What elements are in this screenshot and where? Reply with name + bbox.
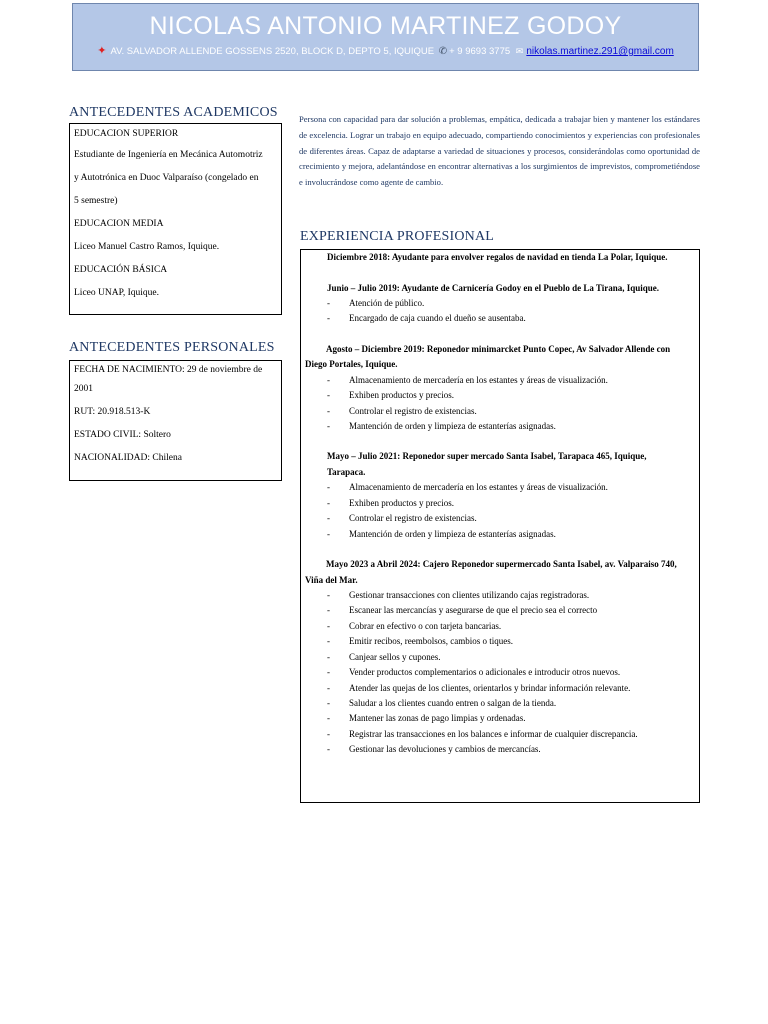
list-item: - Emitir recibos, reembolsos, cambios o tiques. [301,634,699,649]
superior-line-1: Estudiante de Ingeniería en Mecánica Automotriz [74,150,263,160]
list-item: - Exhiben productos y precios. [301,496,699,511]
mail-icon: ✉ [515,46,524,56]
list-item: - Controlar el registro de existencias. [301,404,699,419]
experience-section-title: EXPERIENCIA PROFESIONAL [300,229,495,244]
list-item: - Mantención de orden y limpieza de estanterías asignadas. [301,419,699,434]
job-entry [301,342,699,435]
superior-line-3: 5 semestre) [74,196,118,206]
nationality-value: Chilena [152,453,182,463]
job-title: Agosto – Diciembre 2019: Reponedor minimarcket Punto Copec, Av Salvador Allende con Diego Portales, Iquique. [305,343,671,370]
address-text: AV. SALVADOR ALLENDE GOSSENS 2520, BLOCK D, DEPTO 5, IQUIQUE [110,46,435,57]
job-entry [301,250,699,266]
basica-text: Liceo UNAP, Iquique. [74,288,159,298]
list-item: - Controlar el registro de existencias. [301,511,699,526]
list-item: - Mantener las zonas de pago limpias y ordenadas. [301,711,699,726]
academic-section-title: ANTECEDENTES ACADEMICOS [69,105,278,120]
list-item: - Atención de público. [301,296,699,311]
civil-value: Soltero [143,430,171,440]
contact-line [73,44,698,57]
personal-section-title: ANTECEDENTES PERSONALES [69,340,275,355]
job-bullets [301,373,699,435]
profile-summary: Persona con capacidad para dar solución a problemas, empática, dedicada a trabajar bien y mantener los estándares de excelencia. Lograr un trabajo en equipo adecuado, compartiendo conocimientos y experiencias con profesionales de diferentes áreas. Capaz de adaptarse a variedad de situaciones y procesos, considerándolas como oportunidad de crecimiento y mejora, adelantándose en encontrar alternativas a los surgimientos de imprevistos, comprometiéndose e involucrándose como agente de cambio. [299,114,700,188]
job-bullets [301,480,699,542]
superior-heading: EDUCACION SUPERIOR [74,129,179,139]
list-item: - Mantención de orden y limpieza de estanterías asignadas. [301,527,699,542]
rut-line: RUT: 20.918.513-K [74,407,151,417]
academic-box [69,123,282,315]
list-item: - Canjear sellos y cupones. [301,650,699,665]
media-text: Liceo Manuel Castro Ramos, Iquique. [74,242,220,252]
job-title: Junio – Julio 2019: Ayudante de Carnicería Godoy en el Pueblo de La Tirana, Iquique. [327,282,660,293]
phone-icon: ✆ [438,46,448,57]
nationality-line [74,447,277,470]
job-title: Mayo – Julio 2021: Reponedor super mercado Santa Isabel, Tarapaca 465, Iquique, Tarapaca. [327,451,647,477]
nationality-label: NACIONALIDAD: [74,453,150,463]
list-item: - Encargado de caja cuando el dueño se ausentaba. [301,311,699,326]
job-bullets [301,296,699,327]
civil-line [74,424,277,447]
job-entry [301,557,699,757]
email-link[interactable]: nikolas.martinez.291@gmail.com [526,46,674,57]
list-item: - Cobrar en efectivo o con tarjeta bancarias. [301,619,699,634]
list-item: - Gestionar las devoluciones y cambios de mercancías. [301,742,699,757]
candidate-name: NICOLAS ANTONIO MARTINEZ GODOY [149,12,622,40]
job-entry [301,281,699,327]
list-item: - Exhiben productos y precios. [301,388,699,403]
list-item: - Almacenamiento de mercadería en los estantes y áreas de visualización. [301,480,699,495]
phone-text: + 9 9693 3775 [449,46,511,57]
list-item: - Registrar las transacciones en los balances e informar de cualquier discrepancia. [301,727,699,742]
list-item: - Saludar a los clientes cuando entren o salgan de la tienda. [301,696,699,711]
job-bullets [301,588,699,757]
job-title: Mayo 2023 a Abril 2024: Cajero Reponedor supermercado Santa Isabel, av. Valparaiso 740, Viña del Mar. [305,559,677,585]
birth-line-1: FECHA DE NACIMIENTO: 29 de noviembre de [74,365,263,375]
list-item: - Gestionar transacciones con clientes utilizando cajas registradoras. [301,588,699,603]
list-item: - Vender productos complementarios o adicionales e introducir otros nuevos. [301,665,699,680]
list-item: - Almacenamiento de mercadería en los estantes y áreas de visualización. [301,373,699,388]
list-item: - Atender las quejas de los clientes, orientarlos y brindar información relevante. [301,681,699,696]
job-title: Diciembre 2018: Ayudante para envolver regalos de navidad en tienda La Polar, Iquique. [327,252,668,262]
civil-label: ESTADO CIVIL: [74,430,142,440]
header-banner [72,3,699,71]
birth-line-2: 2001 [74,384,93,394]
experience-box [300,249,700,803]
personal-box [69,360,282,481]
list-item: - Escanear las mercancías y asegurarse de que el precio sea el correcto [301,603,699,618]
media-heading: EDUCACION MEDIA [74,219,164,229]
job-entry [301,449,699,542]
basica-heading: EDUCACIÓN BÁSICA [74,265,168,275]
map-pin-icon: ✦ [97,45,107,57]
superior-line-2: y Autotrónica en Duoc Valparaíso (congelado en [74,173,259,183]
